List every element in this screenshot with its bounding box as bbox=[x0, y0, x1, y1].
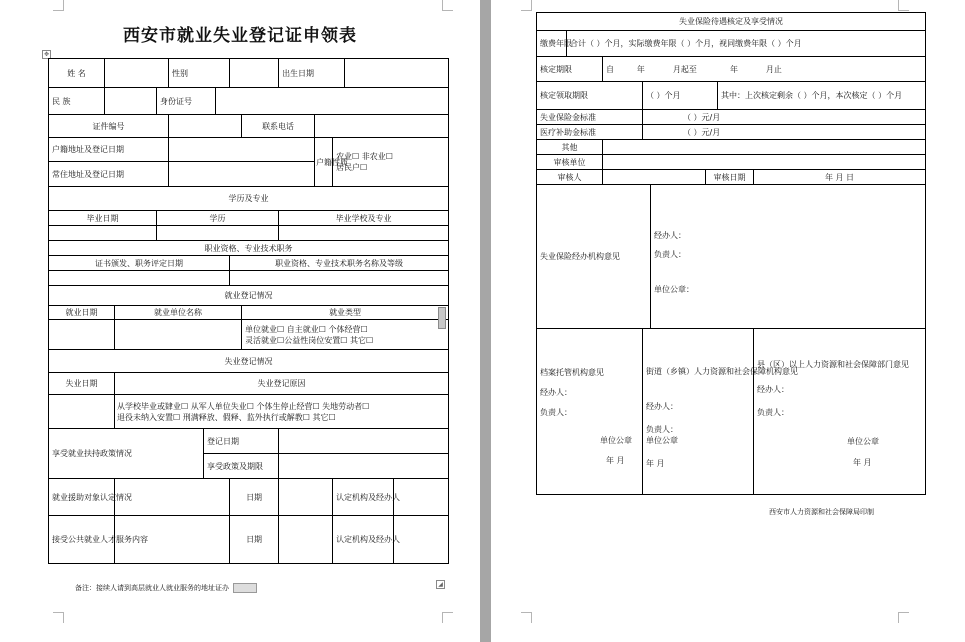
street-opinion-label: 街道（乡镇）人力资源和社会保障机构意见 bbox=[646, 367, 798, 376]
ethnicity-field[interactable] bbox=[105, 88, 157, 115]
period-label: 核定期限 bbox=[537, 57, 603, 82]
name-field[interactable] bbox=[105, 59, 169, 88]
form-page-2 bbox=[491, 0, 965, 642]
benefit-header: 失业保险待遇核定及享受情况 bbox=[537, 13, 926, 31]
emp-type-label: 就业类型 bbox=[242, 306, 449, 320]
other-label: 其他 bbox=[537, 140, 603, 155]
unemp-date-label: 失业日期 bbox=[49, 373, 115, 395]
ethnicity-label: 民 族 bbox=[49, 88, 105, 115]
authority2-field[interactable] bbox=[394, 516, 449, 564]
emp-header: 就业登记情况 bbox=[49, 286, 449, 306]
emp-date-field[interactable] bbox=[49, 320, 115, 350]
public-svc-label: 接受公共就业人才服务内容 bbox=[49, 516, 115, 564]
period-field[interactable] bbox=[603, 57, 926, 82]
school-label: 毕业学校及专业 bbox=[279, 211, 449, 226]
hukou-addr-field[interactable] bbox=[169, 138, 315, 162]
unemp-reason-label: 失业登记原因 bbox=[115, 373, 449, 395]
grad-date-field[interactable] bbox=[49, 226, 157, 241]
archive-handler: 经办人： bbox=[540, 387, 572, 397]
street-ym: 年 月 bbox=[646, 459, 665, 468]
cert-date-label: 证书颁发、职务评定日期 bbox=[49, 256, 230, 271]
period-year2: 年 bbox=[729, 64, 738, 74]
qual-name-label: 职业资格、专业技术职务名称及等级 bbox=[230, 256, 449, 271]
county-opinion-cell[interactable] bbox=[754, 329, 926, 495]
other-field[interactable] bbox=[603, 140, 926, 155]
move-handle-icon[interactable]: ✥ bbox=[43, 51, 50, 58]
street-opinion-cell[interactable] bbox=[643, 329, 798, 495]
support-label: 享受就业扶持政策情况 bbox=[49, 429, 204, 479]
months-field[interactable]: （ ）个月 bbox=[643, 82, 718, 110]
margin-mark bbox=[521, 612, 532, 623]
reason-line-2[interactable]: 退役未纳入安置☐ 刑满释放、假释、监外执行或解教☐ 其它☐ bbox=[117, 412, 336, 422]
emp-unit-field[interactable] bbox=[115, 320, 242, 350]
birth-field[interactable] bbox=[345, 59, 449, 88]
emp-unit-label: 就业单位名称 bbox=[115, 306, 242, 320]
form-page-1 bbox=[0, 0, 480, 642]
margin-mark bbox=[521, 0, 532, 11]
period-from: 自 bbox=[606, 64, 614, 74]
archive-seal: 单位公章 bbox=[600, 435, 632, 445]
agency-leader: 负责人： bbox=[654, 250, 686, 259]
reason-line-1[interactable]: 从学校毕业或肄业☐ 从军人单位失业☐ 个体生停止经营☐ 失地劳动者☐ bbox=[117, 401, 370, 411]
period-month-to: 月止 bbox=[765, 64, 782, 74]
county-opinion-label: 县（区）以上人力资源和社会保障部门意见 bbox=[757, 360, 909, 369]
pay-years-text[interactable]: 合计（ ）个月，实际缴费年限（ ）个月，视同缴费年限（ ）个月 bbox=[567, 31, 926, 57]
medical-label: 医疗补助金标准 bbox=[537, 125, 643, 140]
medical-field[interactable]: （ ）元/月 bbox=[643, 125, 926, 140]
cert-date-field[interactable] bbox=[49, 271, 230, 286]
months-label: 核定领取期限 bbox=[537, 82, 643, 110]
emp-date-label: 就业日期 bbox=[49, 306, 115, 320]
cert-no-label: 证件编号 bbox=[49, 115, 169, 138]
county-leader: 负责人： bbox=[757, 408, 789, 417]
margin-mark bbox=[442, 0, 453, 11]
street-handler: 经办人： bbox=[646, 402, 678, 411]
agency-handler: 经办人： bbox=[654, 231, 686, 240]
id-field[interactable] bbox=[216, 88, 449, 115]
date2-field[interactable] bbox=[279, 516, 333, 564]
reviewer-unit-label: 审核单位 bbox=[537, 155, 603, 170]
emp-opts-2[interactable]: 灵活就业☐公益性岗位安置☐ 其它☐ bbox=[245, 335, 374, 345]
enjoy-period-field[interactable] bbox=[279, 454, 449, 479]
application-table-1 bbox=[48, 58, 449, 564]
qual-name-field[interactable] bbox=[230, 271, 449, 286]
benefit-field[interactable]: （ ）元/月 bbox=[643, 110, 926, 125]
authority1-label: 认定机构及经办人 bbox=[333, 479, 394, 516]
date1-label: 日期 bbox=[230, 479, 279, 516]
agency-opinion-label: 失业保险经办机构意见 bbox=[537, 185, 651, 329]
form-title: 西安市就业失业登记证申领表 bbox=[123, 26, 357, 46]
edu-label: 学历 bbox=[157, 211, 279, 226]
aid-obj-label: 就业援助对象认定情况 bbox=[49, 479, 115, 516]
unemp-date-field[interactable] bbox=[49, 395, 115, 429]
emp-opts-1[interactable]: 单位就业☐ 自主就业☐ 个体经营☐ bbox=[245, 324, 368, 334]
resid-addr-label: 常住地址及登记日期 bbox=[49, 162, 169, 187]
qual-header: 职业资格、专业技术职务 bbox=[49, 241, 449, 256]
margin-mark bbox=[442, 612, 453, 623]
birth-label: 出生日期 bbox=[279, 59, 345, 88]
county-handler: 经办人： bbox=[757, 385, 789, 394]
reg-date-label: 登记日期 bbox=[204, 429, 279, 454]
grad-date-label: 毕业日期 bbox=[49, 211, 157, 226]
street-seal: 单位公章 bbox=[646, 436, 678, 445]
footnote bbox=[75, 583, 257, 593]
date1-field[interactable] bbox=[279, 479, 333, 516]
archive-ym: 年 月 bbox=[606, 455, 625, 465]
review-date-field[interactable]: 年 月 日 bbox=[754, 170, 926, 185]
resid-addr-field[interactable] bbox=[169, 162, 315, 187]
school-field[interactable] bbox=[279, 226, 449, 241]
collapse-tab-icon[interactable] bbox=[233, 583, 257, 593]
id-label: 身份证号 bbox=[157, 88, 216, 115]
phone-field[interactable] bbox=[315, 115, 449, 138]
reviewer-field[interactable] bbox=[603, 170, 706, 185]
resize-handle-icon[interactable]: ◢ bbox=[436, 580, 445, 589]
county-ym: 年 月 bbox=[853, 458, 872, 467]
reg-date-field[interactable] bbox=[279, 429, 449, 454]
margin-mark bbox=[53, 612, 64, 623]
authority2-label: 认定机构及经办人 bbox=[333, 516, 394, 564]
months-detail[interactable]: 其中：上次核定剩余（ ）个月，本次核定（ ）个月 bbox=[718, 82, 926, 110]
period-month-from: 月起至 bbox=[672, 64, 697, 74]
edu-field[interactable] bbox=[157, 226, 279, 241]
margin-mark bbox=[898, 0, 909, 11]
archive-opinion-cell[interactable] bbox=[537, 329, 643, 495]
enjoy-period-label: 享受政策及期限 bbox=[204, 454, 279, 479]
benefit-label: 失业保险金标准 bbox=[537, 110, 643, 125]
archive-opinion-label: 档案托管机构意见 bbox=[540, 367, 604, 377]
footnote-text: 备注：接续人请到高层就业人就业服务的地址证办 bbox=[75, 584, 229, 592]
pay-years-label: 缴费年限 bbox=[537, 31, 567, 57]
margin-mark bbox=[898, 612, 909, 623]
hukou-addr-label: 户籍地址及登记日期 bbox=[49, 138, 169, 162]
reviewer-unit-field[interactable] bbox=[603, 155, 926, 170]
gender-field[interactable] bbox=[230, 59, 279, 88]
authority1-field[interactable] bbox=[394, 479, 449, 516]
unemp-reason-options[interactable] bbox=[115, 395, 449, 429]
date2-label: 日期 bbox=[230, 516, 279, 564]
name-label: 姓 名 bbox=[49, 59, 105, 88]
street-leader: 负责人： bbox=[646, 425, 678, 434]
margin-mark bbox=[53, 0, 64, 11]
period-year1: 年 bbox=[636, 64, 645, 74]
unemp-header: 失业登记情况 bbox=[49, 350, 449, 373]
county-seal: 单位公章 bbox=[847, 437, 879, 446]
emp-type-options[interactable] bbox=[242, 320, 449, 350]
agency-opinion-field[interactable] bbox=[651, 185, 926, 329]
phone-label: 联系电话 bbox=[242, 115, 315, 138]
reviewer-label: 审核人 bbox=[537, 170, 603, 185]
hukou-opt-2[interactable]: 居民户☐ bbox=[336, 163, 368, 172]
hukou-type-label: 户籍性质 bbox=[315, 138, 333, 187]
splitter-tab-icon[interactable] bbox=[438, 307, 446, 329]
gender-label: 性别 bbox=[169, 59, 230, 88]
application-table-2 bbox=[536, 12, 926, 495]
hukou-type-options[interactable] bbox=[333, 138, 449, 187]
cert-no-field[interactable] bbox=[169, 115, 242, 138]
agency-seal: 单位公章： bbox=[654, 285, 694, 294]
page-gap bbox=[480, 0, 491, 642]
printer-note: 西安市人力资源和社会保障局印制 bbox=[769, 508, 874, 516]
archive-leader: 负责人： bbox=[540, 407, 572, 417]
edu-header: 学历及专业 bbox=[49, 187, 449, 211]
hukou-opt-1[interactable]: 农业☐ 非农业☐ bbox=[336, 152, 393, 161]
review-date-label: 审核日期 bbox=[706, 170, 754, 185]
